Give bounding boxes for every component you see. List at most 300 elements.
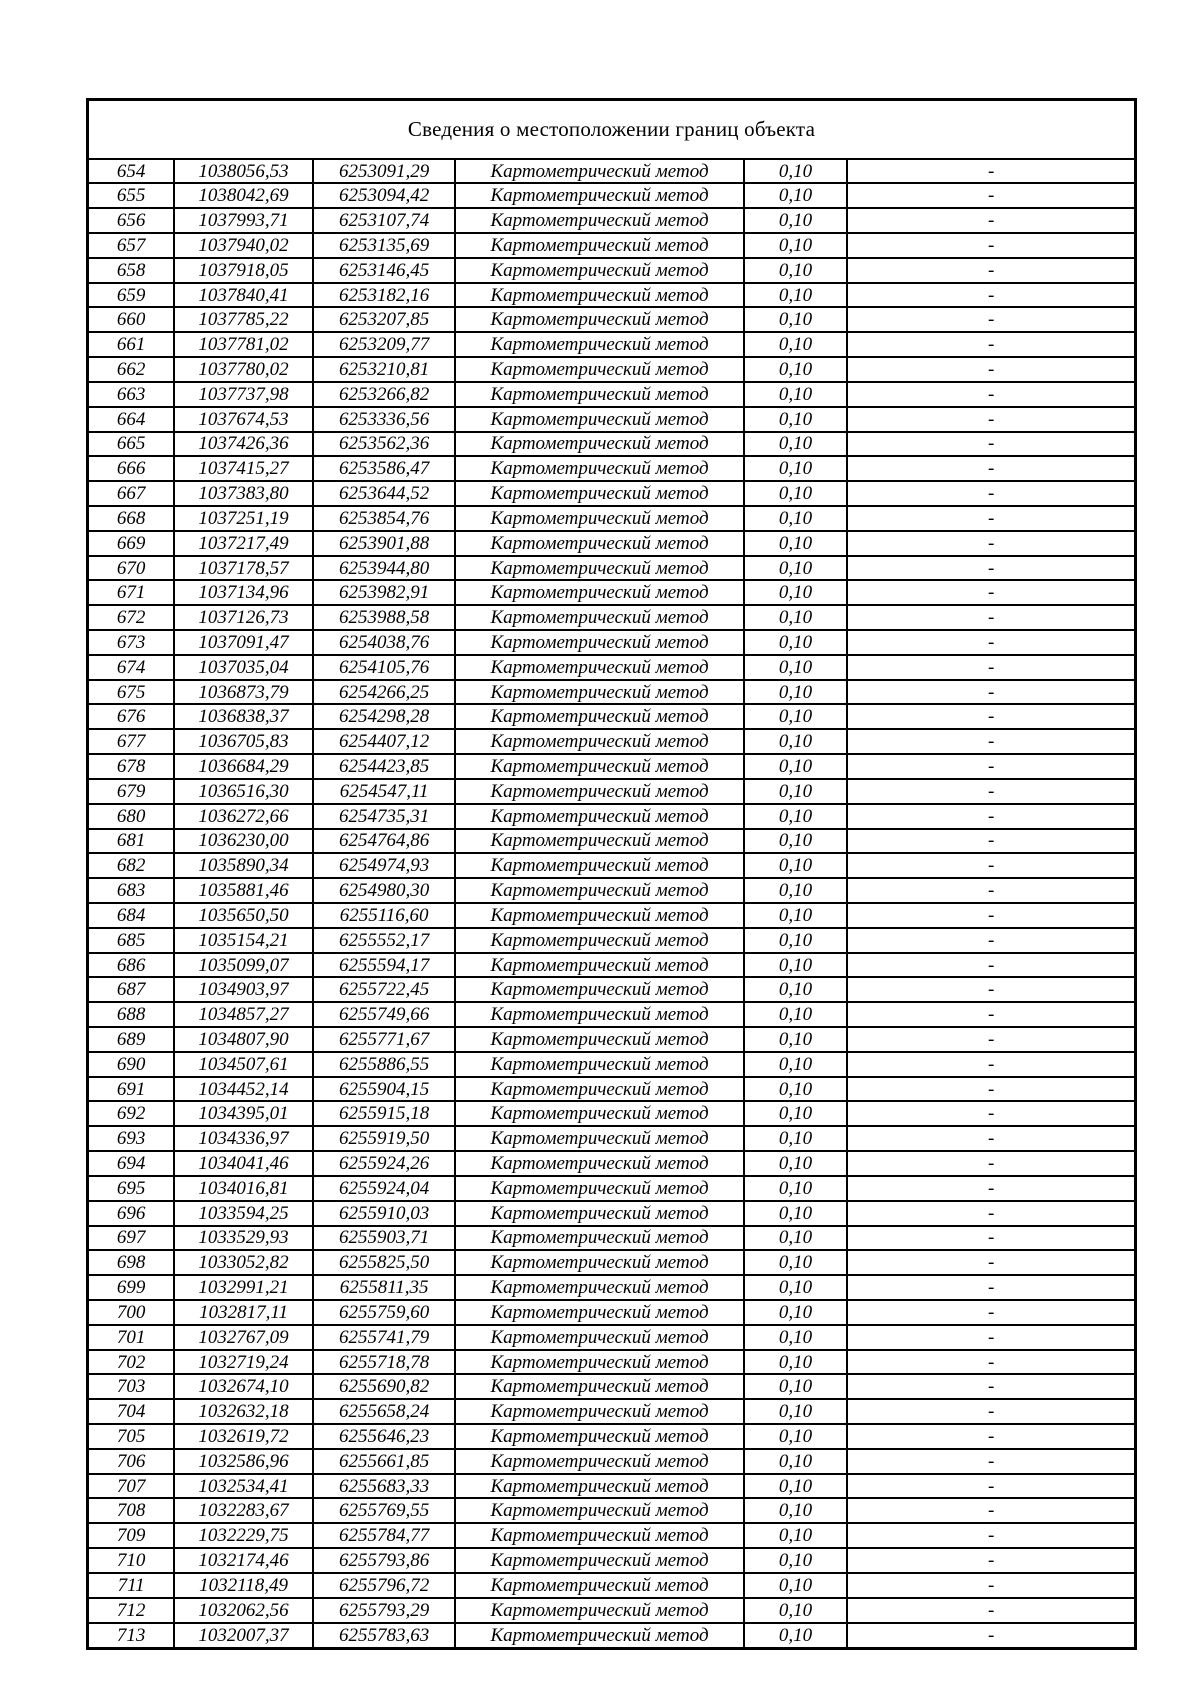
- accuracy: 0,10: [744, 1250, 848, 1275]
- note: -: [847, 208, 1135, 233]
- method: Картометрический метод: [455, 605, 743, 630]
- point-number: 672: [88, 605, 175, 630]
- point-number: 692: [88, 1101, 175, 1126]
- accuracy: 0,10: [744, 580, 848, 605]
- x-coordinate: 1034336,97: [174, 1126, 313, 1151]
- method: Картометрический метод: [455, 1325, 743, 1350]
- point-number: 663: [88, 382, 175, 407]
- point-number: 660: [88, 307, 175, 332]
- note: -: [847, 1027, 1135, 1052]
- y-coordinate: 6255594,17: [313, 953, 456, 978]
- y-coordinate: 6255769,55: [313, 1498, 456, 1523]
- point-number: 681: [88, 829, 175, 854]
- table-row: [88, 283, 1136, 308]
- y-coordinate: 6255646,23: [313, 1424, 456, 1449]
- x-coordinate: 1037251,19: [174, 506, 313, 531]
- note: -: [847, 630, 1135, 655]
- point-number: 687: [88, 977, 175, 1002]
- y-coordinate: 6255793,86: [313, 1548, 456, 1573]
- x-coordinate: 1037383,80: [174, 481, 313, 506]
- accuracy: 0,10: [744, 1201, 848, 1226]
- table-row: [88, 1052, 1136, 1077]
- x-coordinate: 1032118,49: [174, 1573, 313, 1598]
- y-coordinate: 6254298,28: [313, 704, 456, 729]
- table-row: [88, 531, 1136, 556]
- y-coordinate: 6255904,15: [313, 1077, 456, 1102]
- table-row: [88, 1201, 1136, 1226]
- table-row: [88, 928, 1136, 953]
- note: -: [847, 1201, 1135, 1226]
- x-coordinate: 1036230,00: [174, 829, 313, 854]
- y-coordinate: 6255116,60: [313, 903, 456, 928]
- accuracy: 0,10: [744, 531, 848, 556]
- table-row: [88, 1498, 1136, 1523]
- note: -: [847, 1176, 1135, 1201]
- table-row: [88, 1300, 1136, 1325]
- accuracy: 0,10: [744, 432, 848, 457]
- y-coordinate: 6254105,76: [313, 655, 456, 680]
- accuracy: 0,10: [744, 1176, 848, 1201]
- method: Картометрический метод: [455, 1151, 743, 1176]
- note: -: [847, 332, 1135, 357]
- accuracy: 0,10: [744, 1052, 848, 1077]
- y-coordinate: 6254423,85: [313, 754, 456, 779]
- table-row: [88, 159, 1136, 184]
- method: Картометрический метод: [455, 903, 743, 928]
- x-coordinate: 1032174,46: [174, 1548, 313, 1573]
- accuracy: 0,10: [744, 1002, 848, 1027]
- point-number: 705: [88, 1424, 175, 1449]
- x-coordinate: 1037940,02: [174, 233, 313, 258]
- x-coordinate: 1037737,98: [174, 382, 313, 407]
- point-number: 708: [88, 1498, 175, 1523]
- y-coordinate: 6254974,93: [313, 853, 456, 878]
- method: Картометрический метод: [455, 481, 743, 506]
- table-row: [88, 853, 1136, 878]
- note: -: [847, 1399, 1135, 1424]
- table-row: [88, 1325, 1136, 1350]
- method: Картометрический метод: [455, 183, 743, 208]
- point-number: 656: [88, 208, 175, 233]
- x-coordinate: 1037780,02: [174, 357, 313, 382]
- y-coordinate: 6254980,30: [313, 878, 456, 903]
- y-coordinate: 6255924,04: [313, 1176, 456, 1201]
- accuracy: 0,10: [744, 878, 848, 903]
- x-coordinate: 1035099,07: [174, 953, 313, 978]
- table-row: [88, 506, 1136, 531]
- accuracy: 0,10: [744, 407, 848, 432]
- y-coordinate: 6253135,69: [313, 233, 456, 258]
- method: Картометрический метод: [455, 680, 743, 705]
- x-coordinate: 1036705,83: [174, 729, 313, 754]
- method: Картометрический метод: [455, 655, 743, 680]
- accuracy: 0,10: [744, 953, 848, 978]
- note: -: [847, 531, 1135, 556]
- point-number: 673: [88, 630, 175, 655]
- y-coordinate: 6253988,58: [313, 605, 456, 630]
- y-coordinate: 6255903,71: [313, 1226, 456, 1251]
- boundary-points-table: [86, 98, 1137, 1650]
- x-coordinate: 1037785,22: [174, 307, 313, 332]
- table-row: [88, 680, 1136, 705]
- accuracy: 0,10: [744, 556, 848, 581]
- table-row: [88, 1002, 1136, 1027]
- table-row: [88, 183, 1136, 208]
- accuracy: 0,10: [744, 1523, 848, 1548]
- method: Картометрический метод: [455, 1201, 743, 1226]
- point-number: 685: [88, 928, 175, 953]
- table-row: [88, 1027, 1136, 1052]
- method: Картометрический метод: [455, 853, 743, 878]
- y-coordinate: 6254764,86: [313, 829, 456, 854]
- table-row: [88, 605, 1136, 630]
- table-row: [88, 456, 1136, 481]
- note: -: [847, 1474, 1135, 1499]
- x-coordinate: 1032767,09: [174, 1325, 313, 1350]
- x-coordinate: 1035650,50: [174, 903, 313, 928]
- y-coordinate: 6253182,16: [313, 283, 456, 308]
- x-coordinate: 1034507,61: [174, 1052, 313, 1077]
- note: -: [847, 779, 1135, 804]
- accuracy: 0,10: [744, 804, 848, 829]
- point-number: 667: [88, 481, 175, 506]
- table-row: [88, 1275, 1136, 1300]
- y-coordinate: 6255811,35: [313, 1275, 456, 1300]
- method: Картометрический метод: [455, 1027, 743, 1052]
- x-coordinate: 1032229,75: [174, 1523, 313, 1548]
- point-number: 665: [88, 432, 175, 457]
- accuracy: 0,10: [744, 1300, 848, 1325]
- table-row: [88, 382, 1136, 407]
- point-number: 654: [88, 159, 175, 184]
- y-coordinate: 6255661,85: [313, 1449, 456, 1474]
- table-row: [88, 977, 1136, 1002]
- accuracy: 0,10: [744, 506, 848, 531]
- y-coordinate: 6254407,12: [313, 729, 456, 754]
- y-coordinate: 6255718,78: [313, 1350, 456, 1375]
- x-coordinate: 1037781,02: [174, 332, 313, 357]
- accuracy: 0,10: [744, 630, 848, 655]
- x-coordinate: 1034452,14: [174, 1077, 313, 1102]
- y-coordinate: 6255825,50: [313, 1250, 456, 1275]
- note: -: [847, 432, 1135, 457]
- note: -: [847, 1052, 1135, 1077]
- note: -: [847, 556, 1135, 581]
- method: Картометрический метод: [455, 1350, 743, 1375]
- table-row: [88, 704, 1136, 729]
- accuracy: 0,10: [744, 1350, 848, 1375]
- point-number: 678: [88, 754, 175, 779]
- accuracy: 0,10: [744, 779, 848, 804]
- note: -: [847, 357, 1135, 382]
- note: -: [847, 283, 1135, 308]
- note: -: [847, 1126, 1135, 1151]
- method: Картометрический метод: [455, 1101, 743, 1126]
- note: -: [847, 1275, 1135, 1300]
- note: -: [847, 382, 1135, 407]
- note: -: [847, 977, 1135, 1002]
- y-coordinate: 6255722,45: [313, 977, 456, 1002]
- point-number: 700: [88, 1300, 175, 1325]
- y-coordinate: 6255741,79: [313, 1325, 456, 1350]
- y-coordinate: 6255783,63: [313, 1623, 456, 1649]
- y-coordinate: 6253091,29: [313, 159, 456, 184]
- y-coordinate: 6255915,18: [313, 1101, 456, 1126]
- note: -: [847, 233, 1135, 258]
- table-row: [88, 1126, 1136, 1151]
- note: -: [847, 407, 1135, 432]
- point-number: 680: [88, 804, 175, 829]
- point-number: 668: [88, 506, 175, 531]
- table-row: [88, 407, 1136, 432]
- accuracy: 0,10: [744, 183, 848, 208]
- table-row: [88, 1623, 1136, 1649]
- y-coordinate: 6255690,82: [313, 1374, 456, 1399]
- table-row: [88, 1374, 1136, 1399]
- y-coordinate: 6253982,91: [313, 580, 456, 605]
- method: Картометрический метод: [455, 307, 743, 332]
- note: -: [847, 1498, 1135, 1523]
- x-coordinate: 1038056,53: [174, 159, 313, 184]
- accuracy: 0,10: [744, 853, 848, 878]
- point-number: 703: [88, 1374, 175, 1399]
- accuracy: 0,10: [744, 605, 848, 630]
- point-number: 664: [88, 407, 175, 432]
- method: Картометрический метод: [455, 1126, 743, 1151]
- note: -: [847, 853, 1135, 878]
- point-number: 698: [88, 1250, 175, 1275]
- note: -: [847, 1350, 1135, 1375]
- y-coordinate: 6253266,82: [313, 382, 456, 407]
- point-number: 670: [88, 556, 175, 581]
- x-coordinate: 1032619,72: [174, 1424, 313, 1449]
- point-number: 675: [88, 680, 175, 705]
- point-number: 679: [88, 779, 175, 804]
- point-number: 694: [88, 1151, 175, 1176]
- method: Картометрический метод: [455, 1374, 743, 1399]
- note: -: [847, 1548, 1135, 1573]
- x-coordinate: 1037918,05: [174, 258, 313, 283]
- accuracy: 0,10: [744, 1449, 848, 1474]
- table-row: [88, 1598, 1136, 1623]
- method: Картометрический метод: [455, 779, 743, 804]
- y-coordinate: 6255771,67: [313, 1027, 456, 1052]
- table-row: [88, 208, 1136, 233]
- table-row: [88, 630, 1136, 655]
- note: -: [847, 1424, 1135, 1449]
- method: Картометрический метод: [455, 506, 743, 531]
- accuracy: 0,10: [744, 1226, 848, 1251]
- method: Картометрический метод: [455, 283, 743, 308]
- y-coordinate: 6255683,33: [313, 1474, 456, 1499]
- accuracy: 0,10: [744, 307, 848, 332]
- x-coordinate: 1037415,27: [174, 456, 313, 481]
- point-number: 683: [88, 878, 175, 903]
- table-row: [88, 1151, 1136, 1176]
- accuracy: 0,10: [744, 283, 848, 308]
- accuracy: 0,10: [744, 1598, 848, 1623]
- y-coordinate: 6253644,52: [313, 481, 456, 506]
- point-number: 706: [88, 1449, 175, 1474]
- method: Картометрический метод: [455, 208, 743, 233]
- note: -: [847, 1449, 1135, 1474]
- point-number: 707: [88, 1474, 175, 1499]
- note: -: [847, 1300, 1135, 1325]
- method: Картометрический метод: [455, 977, 743, 1002]
- note: -: [847, 183, 1135, 208]
- y-coordinate: 6255658,24: [313, 1399, 456, 1424]
- point-number: 658: [88, 258, 175, 283]
- accuracy: 0,10: [744, 1498, 848, 1523]
- table-row: [88, 729, 1136, 754]
- y-coordinate: 6253207,85: [313, 307, 456, 332]
- accuracy: 0,10: [744, 1548, 848, 1573]
- x-coordinate: 1037126,73: [174, 605, 313, 630]
- y-coordinate: 6255793,29: [313, 1598, 456, 1623]
- x-coordinate: 1034395,01: [174, 1101, 313, 1126]
- table-row: [88, 1077, 1136, 1102]
- accuracy: 0,10: [744, 829, 848, 854]
- x-coordinate: 1038042,69: [174, 183, 313, 208]
- note: -: [847, 1151, 1135, 1176]
- point-number: 655: [88, 183, 175, 208]
- point-number: 666: [88, 456, 175, 481]
- accuracy: 0,10: [744, 1275, 848, 1300]
- accuracy: 0,10: [744, 357, 848, 382]
- table-row: [88, 258, 1136, 283]
- method: Картометрический метод: [455, 1623, 743, 1649]
- point-number: 659: [88, 283, 175, 308]
- accuracy: 0,10: [744, 1325, 848, 1350]
- table-row: [88, 1176, 1136, 1201]
- y-coordinate: 6253336,56: [313, 407, 456, 432]
- accuracy: 0,10: [744, 1374, 848, 1399]
- table-title: Сведения о местоположении границ объекта: [88, 100, 1136, 159]
- point-number: 688: [88, 1002, 175, 1027]
- note: -: [847, 506, 1135, 531]
- x-coordinate: 1036516,30: [174, 779, 313, 804]
- x-coordinate: 1036684,29: [174, 754, 313, 779]
- accuracy: 0,10: [744, 977, 848, 1002]
- point-number: 704: [88, 1399, 175, 1424]
- point-number: 669: [88, 531, 175, 556]
- method: Картометрический метод: [455, 1474, 743, 1499]
- method: Картометрический метод: [455, 531, 743, 556]
- point-number: 684: [88, 903, 175, 928]
- method: Картометрический метод: [455, 1250, 743, 1275]
- method: Картометрический метод: [455, 704, 743, 729]
- note: -: [847, 1250, 1135, 1275]
- method: Картометрический метод: [455, 580, 743, 605]
- method: Картометрический метод: [455, 332, 743, 357]
- table-row: [88, 357, 1136, 382]
- note: -: [847, 258, 1135, 283]
- y-coordinate: 6255749,66: [313, 1002, 456, 1027]
- note: -: [847, 729, 1135, 754]
- method: Картометрический метод: [455, 1523, 743, 1548]
- point-number: 699: [88, 1275, 175, 1300]
- y-coordinate: 6253107,74: [313, 208, 456, 233]
- table-row: [88, 1548, 1136, 1573]
- x-coordinate: 1037426,36: [174, 432, 313, 457]
- x-coordinate: 1035154,21: [174, 928, 313, 953]
- table-row: [88, 432, 1136, 457]
- note: -: [847, 1598, 1135, 1623]
- point-number: 702: [88, 1350, 175, 1375]
- method: Картометрический метод: [455, 829, 743, 854]
- x-coordinate: 1033594,25: [174, 1201, 313, 1226]
- method: Картометрический метод: [455, 928, 743, 953]
- y-coordinate: 6253854,76: [313, 506, 456, 531]
- note: -: [847, 1101, 1135, 1126]
- y-coordinate: 6253094,42: [313, 183, 456, 208]
- note: -: [847, 1523, 1135, 1548]
- y-coordinate: 6254038,76: [313, 630, 456, 655]
- x-coordinate: 1034857,27: [174, 1002, 313, 1027]
- table-row: [88, 481, 1136, 506]
- point-number: 712: [88, 1598, 175, 1623]
- note: -: [847, 903, 1135, 928]
- table-row: [88, 1573, 1136, 1598]
- y-coordinate: 6255886,55: [313, 1052, 456, 1077]
- accuracy: 0,10: [744, 655, 848, 680]
- x-coordinate: 1032007,37: [174, 1623, 313, 1649]
- point-number: 671: [88, 580, 175, 605]
- y-coordinate: 6255759,60: [313, 1300, 456, 1325]
- note: -: [847, 1374, 1135, 1399]
- note: -: [847, 159, 1135, 184]
- y-coordinate: 6253944,80: [313, 556, 456, 581]
- table-row: [88, 1350, 1136, 1375]
- x-coordinate: 1032586,96: [174, 1449, 313, 1474]
- method: Картометрический метод: [455, 1548, 743, 1573]
- method: Картометрический метод: [455, 159, 743, 184]
- method: Картометрический метод: [455, 258, 743, 283]
- x-coordinate: 1035890,34: [174, 853, 313, 878]
- method: Картометрический метод: [455, 729, 743, 754]
- accuracy: 0,10: [744, 456, 848, 481]
- table-row: [88, 307, 1136, 332]
- table-row: [88, 1474, 1136, 1499]
- table-row: [88, 1399, 1136, 1424]
- table-row: [88, 1424, 1136, 1449]
- point-number: 674: [88, 655, 175, 680]
- method: Картометрический метод: [455, 1275, 743, 1300]
- table-row: [88, 1101, 1136, 1126]
- point-number: 710: [88, 1548, 175, 1573]
- method: Картометрический метод: [455, 357, 743, 382]
- x-coordinate: 1037134,96: [174, 580, 313, 605]
- x-coordinate: 1035881,46: [174, 878, 313, 903]
- x-coordinate: 1032062,56: [174, 1598, 313, 1623]
- point-number: 693: [88, 1126, 175, 1151]
- y-coordinate: 6254735,31: [313, 804, 456, 829]
- x-coordinate: 1037993,71: [174, 208, 313, 233]
- note: -: [847, 804, 1135, 829]
- note: -: [847, 754, 1135, 779]
- table-row: [88, 556, 1136, 581]
- y-coordinate: 6255919,50: [313, 1126, 456, 1151]
- method: Картометрический метод: [455, 1002, 743, 1027]
- accuracy: 0,10: [744, 903, 848, 928]
- accuracy: 0,10: [744, 233, 848, 258]
- note: -: [847, 1623, 1135, 1649]
- accuracy: 0,10: [744, 1101, 848, 1126]
- x-coordinate: 1036272,66: [174, 804, 313, 829]
- point-number: 709: [88, 1523, 175, 1548]
- method: Картометрический метод: [455, 754, 743, 779]
- accuracy: 0,10: [744, 680, 848, 705]
